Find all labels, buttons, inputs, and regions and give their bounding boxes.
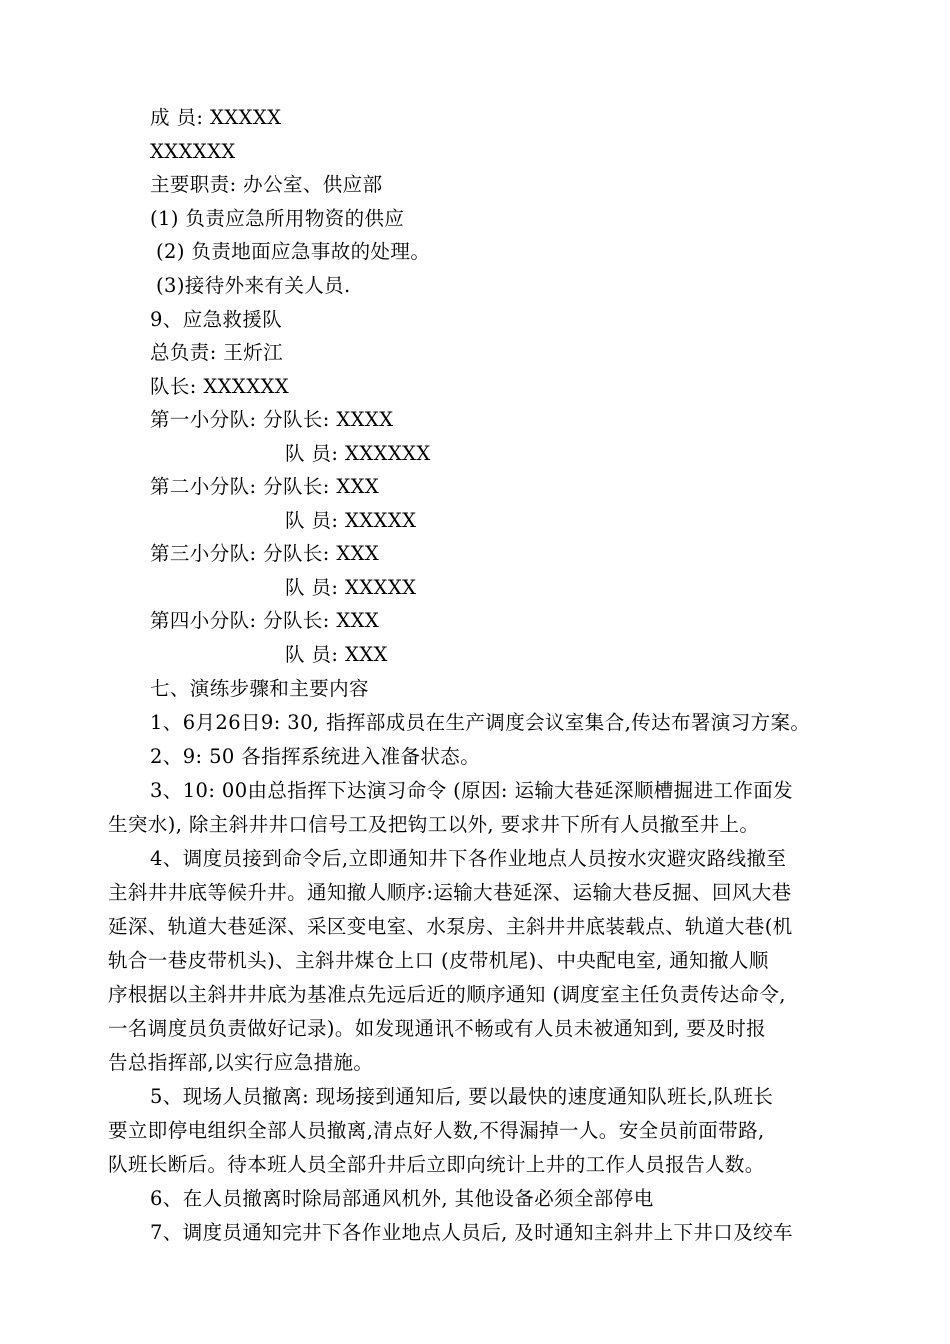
text-line: 第三小分队: 分队长: XXX: [150, 542, 380, 565]
text-line: 主斜井井底等候升井。通知撤人顺序:运输大巷延深、运输大巷反掘、回风大巷: [108, 881, 792, 904]
text-line: 队班长断后。待本班人员全部升井后立即向统计上井的工作人员报告人数。: [108, 1153, 765, 1176]
text-line: 第二小分队: 分队长: XXX: [150, 475, 380, 498]
text-line: 告总指挥部,以实行应急措施。: [108, 1051, 374, 1074]
text-line: 队长: XXXXXX: [150, 375, 290, 398]
text-line: 轨合一巷皮带机头)、主斜井煤仓上口 (皮带机尾)、中央配电室, 通知撤人顺: [108, 949, 769, 972]
text-line: 2、9: 50 各指挥系统进入准备状态。: [150, 745, 481, 768]
text-line: (2) 负责地面应急事故的处理。: [156, 240, 431, 263]
text-line: 队 员: XXXXX: [285, 576, 417, 599]
text-line: 成 员: XXXXX: [150, 106, 282, 129]
text-line: (1) 负责应急所用物资的供应: [150, 207, 405, 230]
text-line: 队 员: XXXXX: [285, 509, 417, 532]
text-line: 一名调度员负责做好记录)。如发现通讯不畅或有人员未被通知到, 要及时报: [108, 1017, 767, 1040]
text-line: 序根据以主斜井井底为基准点先远后近的顺序通知 (调度室主任负责传达命令,: [108, 983, 786, 1006]
text-line: 7、调度员通知完井下各作业地点人员后, 及时通知主斜井上下井口及绞车: [150, 1221, 793, 1244]
text-line: 1、6月26日9: 30, 指挥部成员在生产调度会议室集合,传达布署演习方案。: [150, 711, 811, 734]
text-line: 总负责: 王炘江: [150, 341, 283, 364]
text-line: 第一小分队: 分队长: XXXX: [150, 408, 394, 431]
text-line: 队 员: XXXXXX: [285, 442, 431, 465]
text-line: 延深、轨道大巷延深、采区变电室、水泵房、主斜井井底装载点、轨道大巷(机: [108, 915, 793, 938]
text-line: 生突水), 除主斜井井口信号工及把钩工以外, 要求井下所有人员撤至井上。: [108, 813, 760, 836]
section-heading: 七、演练步骤和主要内容: [150, 677, 369, 700]
text-line: XXXXXX: [150, 140, 236, 163]
text-line: 队 员: XXX: [285, 643, 388, 666]
section-heading: 9、应急救援队: [150, 308, 283, 331]
text-line: 4、调度员接到命令后,立即通知井下各作业地点人员按水灾避灾路线撤至: [150, 847, 787, 870]
text-line: 6、在人员撤离时除局部通风机外, 其他设备必须全部停电: [150, 1187, 654, 1210]
text-line: 主要职责: 办公室、供应部: [150, 173, 383, 196]
text-line: 第四小分队: 分队长: XXX: [150, 609, 380, 632]
text-line: 3、10: 00由总指挥下达演习命令 (原因: 运输大巷延深顺槽掘进工作面发: [150, 779, 794, 802]
text-line: (3)接待外来有关人员.: [156, 274, 351, 297]
text-line: 要立即停电组织全部人员撤离,清点好人数,不得漏掉一人。安全员前面带路,: [108, 1119, 765, 1142]
text-line: 5、现场人员撤离: 现场接到通知后, 要以最快的速度通知队班长,队班长: [150, 1085, 774, 1108]
